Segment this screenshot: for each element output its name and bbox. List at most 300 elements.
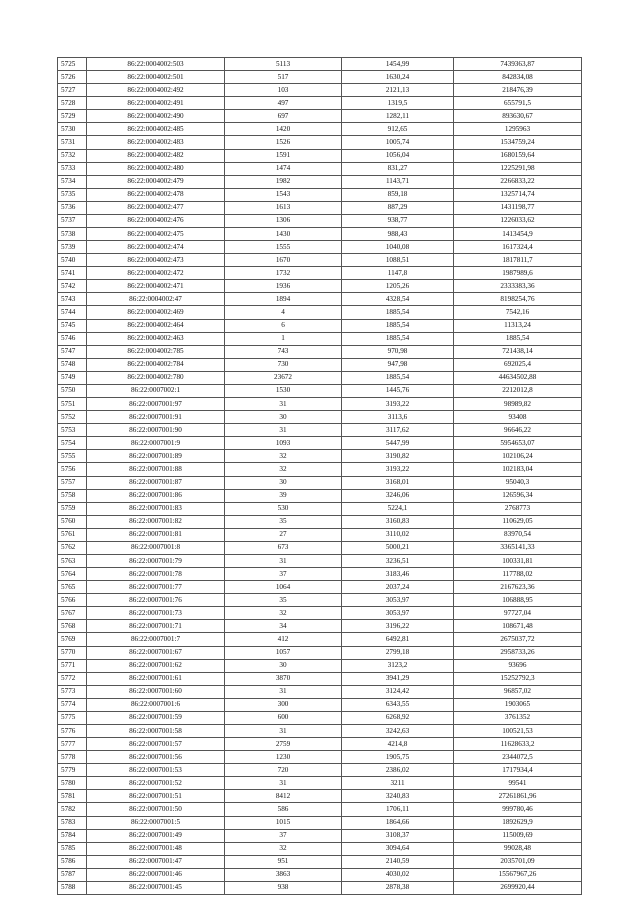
specific-value-cell: 5224,1	[342, 502, 454, 515]
cadastral-number-cell: 86:22:0007001:9	[87, 437, 225, 450]
cadastral-number-cell: 86:22:0007001:87	[87, 476, 225, 489]
cadastral-number-cell: 86:22:0004002:469	[87, 306, 225, 319]
cadastral-number-cell: 86:22:0007001:89	[87, 450, 225, 463]
table-row	[58, 123, 582, 136]
row-number-cell: 5741	[58, 267, 87, 280]
row-number-cell: 5730	[58, 123, 87, 136]
area-cell: 31	[225, 554, 342, 567]
row-number-cell: 5734	[58, 175, 87, 188]
area-cell: 31	[225, 724, 342, 737]
cadastral-value-cell: 126596,34	[454, 489, 582, 502]
cadastral-value-cell: 1413454,9	[454, 228, 582, 241]
cadastral-number-cell: 86:22:0007001:6	[87, 698, 225, 711]
cadastral-value-cell: 99028,48	[454, 842, 582, 855]
specific-value-cell: 887,29	[342, 201, 454, 214]
row-number-cell: 5771	[58, 659, 87, 672]
cadastral-number-cell: 86:22:0004002:476	[87, 214, 225, 227]
area-cell: 30	[225, 476, 342, 489]
table-row	[58, 528, 582, 541]
cadastral-value-cell: 100521,53	[454, 724, 582, 737]
table-row	[58, 384, 582, 397]
row-number-cell: 5747	[58, 345, 87, 358]
row-number-cell: 5778	[58, 751, 87, 764]
cadastral-value-cell: 7542,16	[454, 306, 582, 319]
cadastral-value-cell: 108671,48	[454, 620, 582, 633]
area-cell: 3863	[225, 868, 342, 881]
cadastral-value-cell: 842834,08	[454, 71, 582, 84]
row-number-cell: 5755	[58, 450, 87, 463]
row-number-cell: 5750	[58, 384, 87, 397]
table-row	[58, 450, 582, 463]
table-row	[58, 646, 582, 659]
area-cell: 938	[225, 881, 342, 894]
specific-value-cell: 1454,99	[342, 58, 454, 71]
cadastral-value-cell: 1295963	[454, 123, 582, 136]
cadastral-number-cell: 86:22:0007001:45	[87, 881, 225, 894]
area-cell: 530	[225, 502, 342, 515]
cadastral-value-cell: 1325714,74	[454, 188, 582, 201]
row-number-cell: 5736	[58, 201, 87, 214]
table-row	[58, 201, 582, 214]
area-cell: 23672	[225, 371, 342, 384]
row-number-cell: 5768	[58, 620, 87, 633]
row-number-cell: 5729	[58, 110, 87, 123]
row-number-cell: 5742	[58, 280, 87, 293]
cadastral-number-cell: 86:22:0004002:485	[87, 123, 225, 136]
specific-value-cell: 3124,42	[342, 685, 454, 698]
cadastral-number-cell: 86:22:0004002:473	[87, 254, 225, 267]
row-number-cell: 5759	[58, 502, 87, 515]
table-row	[58, 724, 582, 737]
cadastral-value-cell: 93408	[454, 411, 582, 424]
cadastral-value-cell: 1225291,98	[454, 162, 582, 175]
specific-value-cell: 3193,22	[342, 398, 454, 411]
cadastral-number-cell: 86:22:0007001:58	[87, 724, 225, 737]
row-number-cell: 5725	[58, 58, 87, 71]
cadastral-number-cell: 86:22:0007001:73	[87, 607, 225, 620]
specific-value-cell: 1885,54	[342, 306, 454, 319]
cadastral-number-cell: 86:22:0004002:471	[87, 280, 225, 293]
area-cell: 3870	[225, 672, 342, 685]
cadastral-number-cell: 86:22:0004002:482	[87, 149, 225, 162]
area-cell: 27	[225, 528, 342, 541]
table-row	[58, 476, 582, 489]
table-row	[58, 319, 582, 332]
specific-value-cell: 1205,26	[342, 280, 454, 293]
area-cell: 697	[225, 110, 342, 123]
specific-value-cell: 2386,02	[342, 764, 454, 777]
cadastral-number-cell: 86:22:0007001:48	[87, 842, 225, 855]
specific-value-cell: 6268,92	[342, 711, 454, 724]
cadastral-number-cell: 86:22:0007001:61	[87, 672, 225, 685]
table-row	[58, 659, 582, 672]
area-cell: 31	[225, 777, 342, 790]
cadastral-value-cell: 2958733,26	[454, 646, 582, 659]
cadastral-number-cell: 86:22:0007001:76	[87, 594, 225, 607]
row-number-cell: 5779	[58, 764, 87, 777]
cadastral-number-cell: 86:22:0007002:1	[87, 384, 225, 397]
area-cell: 1015	[225, 816, 342, 829]
row-number-cell: 5767	[58, 607, 87, 620]
cadastral-value-cell: 655791,5	[454, 97, 582, 110]
area-cell: 497	[225, 97, 342, 110]
area-cell: 951	[225, 855, 342, 868]
cadastral-number-cell: 86:22:0004002:475	[87, 228, 225, 241]
specific-value-cell: 4214,8	[342, 738, 454, 751]
cadastral-number-cell: 86:22:0004002:478	[87, 188, 225, 201]
specific-value-cell: 831,27	[342, 162, 454, 175]
area-cell: 8412	[225, 790, 342, 803]
table-row	[58, 371, 582, 384]
area-cell: 32	[225, 842, 342, 855]
cadastral-value-cell: 83970,54	[454, 528, 582, 541]
table-row	[58, 541, 582, 554]
area-cell: 586	[225, 803, 342, 816]
cadastral-number-cell: 86:22:0004002:501	[87, 71, 225, 84]
specific-value-cell: 947,98	[342, 358, 454, 371]
cadastral-value-cell: 1717934,4	[454, 764, 582, 777]
area-cell: 1093	[225, 437, 342, 450]
cadastral-number-cell: 86:22:0007001:62	[87, 659, 225, 672]
cadastral-value-cell: 5954653,07	[454, 437, 582, 450]
cadastral-value-cell: 3365141,33	[454, 541, 582, 554]
specific-value-cell: 3094,64	[342, 842, 454, 855]
area-cell: 1982	[225, 175, 342, 188]
row-number-cell: 5754	[58, 437, 87, 450]
cadastral-number-cell: 86:22:0007001:82	[87, 515, 225, 528]
area-cell: 34	[225, 620, 342, 633]
cadastral-number-cell: 86:22:0007001:49	[87, 829, 225, 842]
specific-value-cell: 5447,99	[342, 437, 454, 450]
cadastral-value-cell: 1892629,9	[454, 816, 582, 829]
cadastral-number-cell: 86:22:0004002:47	[87, 293, 225, 306]
table-row	[58, 685, 582, 698]
specific-value-cell: 3117,62	[342, 424, 454, 437]
row-number-cell: 5775	[58, 711, 87, 724]
table-row	[58, 698, 582, 711]
table-row	[58, 254, 582, 267]
cadastral-number-cell: 86:22:0004002:480	[87, 162, 225, 175]
row-number-cell: 5761	[58, 528, 87, 541]
table-row	[58, 816, 582, 829]
area-cell: 39	[225, 489, 342, 502]
cadastral-number-cell: 86:22:0004002:490	[87, 110, 225, 123]
cadastral-value-cell: 93696	[454, 659, 582, 672]
area-cell: 600	[225, 711, 342, 724]
row-number-cell: 5749	[58, 371, 87, 384]
specific-value-cell: 2037,24	[342, 581, 454, 594]
cadastral-value-cell: 1903065	[454, 698, 582, 711]
row-number-cell: 5758	[58, 489, 87, 502]
specific-value-cell: 970,98	[342, 345, 454, 358]
row-number-cell: 5739	[58, 241, 87, 254]
cadastral-number-cell: 86:22:0007001:78	[87, 568, 225, 581]
row-number-cell: 5726	[58, 71, 87, 84]
specific-value-cell: 3246,06	[342, 489, 454, 502]
area-cell: 1530	[225, 384, 342, 397]
table-row	[58, 554, 582, 567]
row-number-cell: 5773	[58, 685, 87, 698]
cadastral-number-cell: 86:22:0004002:492	[87, 84, 225, 97]
cadastral-value-cell: 110629,05	[454, 515, 582, 528]
cadastral-value-cell: 106888,95	[454, 594, 582, 607]
cadastral-number-cell: 86:22:0004002:463	[87, 332, 225, 345]
cadastral-number-cell: 86:22:0007001:79	[87, 554, 225, 567]
specific-value-cell: 1147,8	[342, 267, 454, 280]
row-number-cell: 5762	[58, 541, 87, 554]
row-number-cell: 5760	[58, 515, 87, 528]
row-number-cell: 5743	[58, 293, 87, 306]
table-row	[58, 424, 582, 437]
table-row	[58, 711, 582, 724]
cadastral-value-cell: 117788,02	[454, 568, 582, 581]
row-number-cell: 5748	[58, 358, 87, 371]
area-cell: 1474	[225, 162, 342, 175]
specific-value-cell: 988,43	[342, 228, 454, 241]
table-row	[58, 332, 582, 345]
row-number-cell: 5774	[58, 698, 87, 711]
table-row	[58, 228, 582, 241]
cadastral-number-cell: 86:22:0007001:71	[87, 620, 225, 633]
row-number-cell: 5746	[58, 332, 87, 345]
table-row	[58, 411, 582, 424]
cadastral-value-cell: 3761352	[454, 711, 582, 724]
cadastral-value-cell: 99541	[454, 777, 582, 790]
area-cell: 32	[225, 450, 342, 463]
row-number-cell: 5732	[58, 149, 87, 162]
specific-value-cell: 1056,04	[342, 149, 454, 162]
cadastral-number-cell: 86:22:0007001:86	[87, 489, 225, 502]
cadastral-number-cell: 86:22:0004002:474	[87, 241, 225, 254]
cadastral-value-cell: 2675037,72	[454, 633, 582, 646]
specific-value-cell: 1282,11	[342, 110, 454, 123]
area-cell: 743	[225, 345, 342, 358]
specific-value-cell: 3108,37	[342, 829, 454, 842]
cadastral-number-cell: 86:22:0007001:81	[87, 528, 225, 541]
specific-value-cell: 1905,75	[342, 751, 454, 764]
table-row	[58, 855, 582, 868]
specific-value-cell: 1885,54	[342, 319, 454, 332]
specific-value-cell: 3168,01	[342, 476, 454, 489]
area-cell: 1306	[225, 214, 342, 227]
specific-value-cell: 3053,97	[342, 594, 454, 607]
cadastral-number-cell: 86:22:0007001:46	[87, 868, 225, 881]
area-cell: 30	[225, 411, 342, 424]
cadastral-number-cell: 86:22:0004002:483	[87, 136, 225, 149]
row-number-cell: 5783	[58, 816, 87, 829]
specific-value-cell: 6492,81	[342, 633, 454, 646]
specific-value-cell: 912,65	[342, 123, 454, 136]
table-row	[58, 358, 582, 371]
specific-value-cell: 3242,63	[342, 724, 454, 737]
cadastral-value-cell: 102183,04	[454, 463, 582, 476]
specific-value-cell: 3110,02	[342, 528, 454, 541]
cadastral-number-cell: 86:22:0007001:47	[87, 855, 225, 868]
row-number-cell: 5781	[58, 790, 87, 803]
row-number-cell: 5727	[58, 84, 87, 97]
cadastral-number-cell: 86:22:0004002:780	[87, 371, 225, 384]
cadastral-value-cell: 27261861,96	[454, 790, 582, 803]
specific-value-cell: 1864,66	[342, 816, 454, 829]
table-row	[58, 136, 582, 149]
row-number-cell: 5788	[58, 881, 87, 894]
cadastral-value-cell: 96857,02	[454, 685, 582, 698]
row-number-cell: 5745	[58, 319, 87, 332]
row-number-cell: 5786	[58, 855, 87, 868]
cadastral-number-cell: 86:22:0004002:472	[87, 267, 225, 280]
table-row	[58, 58, 582, 71]
specific-value-cell: 3236,51	[342, 554, 454, 567]
cadastral-number-cell: 86:22:0004002:477	[87, 201, 225, 214]
cadastral-value-cell: 44634502,88	[454, 371, 582, 384]
cadastral-value-cell: 96646,22	[454, 424, 582, 437]
specific-value-cell: 1088,51	[342, 254, 454, 267]
table-row	[58, 293, 582, 306]
row-number-cell: 5756	[58, 463, 87, 476]
table-row	[58, 162, 582, 175]
cadastral-value-cell: 2768773	[454, 502, 582, 515]
area-cell: 1543	[225, 188, 342, 201]
table-row	[58, 594, 582, 607]
specific-value-cell: 3211	[342, 777, 454, 790]
area-cell: 1057	[225, 646, 342, 659]
cadastral-number-cell: 86:22:0004002:784	[87, 358, 225, 371]
cadastral-number-cell: 86:22:0007001:51	[87, 790, 225, 803]
cadastral-value-cell: 2035701,09	[454, 855, 582, 868]
area-cell: 30	[225, 659, 342, 672]
row-number-cell: 5738	[58, 228, 87, 241]
specific-value-cell: 4328,54	[342, 293, 454, 306]
table-row	[58, 241, 582, 254]
cadastral-value-cell: 2167623,36	[454, 581, 582, 594]
table-row	[58, 607, 582, 620]
cadastral-value-cell: 1431198,77	[454, 201, 582, 214]
cadastral-value-cell: 115009,69	[454, 829, 582, 842]
cadastral-number-cell: 86:22:0007001:56	[87, 751, 225, 764]
cadastral-value-cell: 2266833,22	[454, 175, 582, 188]
cadastral-number-cell: 86:22:0007001:5	[87, 816, 225, 829]
table-row	[58, 751, 582, 764]
area-cell: 31	[225, 398, 342, 411]
area-cell: 1	[225, 332, 342, 345]
row-number-cell: 5777	[58, 738, 87, 751]
cadastral-number-cell: 86:22:0007001:7	[87, 633, 225, 646]
cadastral-value-cell: 11313,24	[454, 319, 582, 332]
table-row	[58, 188, 582, 201]
cadastral-number-cell: 86:22:0007001:90	[87, 424, 225, 437]
table-row	[58, 777, 582, 790]
table-row	[58, 829, 582, 842]
area-cell: 5113	[225, 58, 342, 71]
cadastral-number-cell: 86:22:0007001:77	[87, 581, 225, 594]
table-row	[58, 437, 582, 450]
table-row	[58, 502, 582, 515]
table-row	[58, 489, 582, 502]
area-cell: 1555	[225, 241, 342, 254]
cadastral-number-cell: 86:22:0007001:52	[87, 777, 225, 790]
cadastral-value-cell: 1534759,24	[454, 136, 582, 149]
area-cell: 37	[225, 829, 342, 842]
table-row	[58, 803, 582, 816]
cadastral-value-cell: 218476,39	[454, 84, 582, 97]
cadastral-number-cell: 86:22:0004002:785	[87, 345, 225, 358]
cadastral-value-cell: 1885,54	[454, 332, 582, 345]
cadastral-value-cell: 102106,24	[454, 450, 582, 463]
row-number-cell: 5751	[58, 398, 87, 411]
row-number-cell: 5763	[58, 554, 87, 567]
area-cell: 6	[225, 319, 342, 332]
specific-value-cell: 2878,38	[342, 881, 454, 894]
cadastral-value-cell: 1617324,4	[454, 241, 582, 254]
specific-value-cell: 3240,83	[342, 790, 454, 803]
specific-value-cell: 2799,18	[342, 646, 454, 659]
cadastral-number-cell: 86:22:0007001:88	[87, 463, 225, 476]
table-row	[58, 881, 582, 894]
cadastral-value-cell: 2699920,44	[454, 881, 582, 894]
cadastral-value-cell: 999780,46	[454, 803, 582, 816]
cadastral-value-table	[57, 57, 581, 895]
row-number-cell: 5728	[58, 97, 87, 110]
specific-value-cell: 4030,02	[342, 868, 454, 881]
specific-value-cell: 2121,13	[342, 84, 454, 97]
row-number-cell: 5787	[58, 868, 87, 881]
row-number-cell: 5764	[58, 568, 87, 581]
table-row	[58, 764, 582, 777]
row-number-cell: 5752	[58, 411, 87, 424]
area-cell: 730	[225, 358, 342, 371]
table-row	[58, 175, 582, 188]
area-cell: 1230	[225, 751, 342, 764]
area-cell: 1591	[225, 149, 342, 162]
area-cell: 300	[225, 698, 342, 711]
area-cell: 517	[225, 71, 342, 84]
row-number-cell: 5740	[58, 254, 87, 267]
cadastral-value-cell: 100331,81	[454, 554, 582, 567]
row-number-cell: 5757	[58, 476, 87, 489]
cadastral-value-cell: 1680159,64	[454, 149, 582, 162]
specific-value-cell: 3183,46	[342, 568, 454, 581]
row-number-cell: 5770	[58, 646, 87, 659]
cadastral-number-cell: 86:22:0007001:8	[87, 541, 225, 554]
specific-value-cell: 3123,2	[342, 659, 454, 672]
data-table	[57, 57, 582, 895]
area-cell: 720	[225, 764, 342, 777]
area-cell: 1670	[225, 254, 342, 267]
area-cell: 2759	[225, 738, 342, 751]
area-cell: 1936	[225, 280, 342, 293]
area-cell: 103	[225, 84, 342, 97]
table-row	[58, 790, 582, 803]
table-row	[58, 214, 582, 227]
area-cell: 37	[225, 568, 342, 581]
table-row	[58, 280, 582, 293]
area-cell: 31	[225, 685, 342, 698]
area-cell: 1732	[225, 267, 342, 280]
table-row	[58, 345, 582, 358]
table-row	[58, 620, 582, 633]
row-number-cell: 5776	[58, 724, 87, 737]
cadastral-number-cell: 86:22:0007001:59	[87, 711, 225, 724]
table-row	[58, 110, 582, 123]
cadastral-value-cell: 7439363,87	[454, 58, 582, 71]
row-number-cell: 5765	[58, 581, 87, 594]
area-cell: 412	[225, 633, 342, 646]
cadastral-value-cell: 98989,82	[454, 398, 582, 411]
specific-value-cell: 1040,08	[342, 241, 454, 254]
specific-value-cell: 3160,83	[342, 515, 454, 528]
cadastral-value-cell: 1226033,62	[454, 214, 582, 227]
table-row	[58, 149, 582, 162]
